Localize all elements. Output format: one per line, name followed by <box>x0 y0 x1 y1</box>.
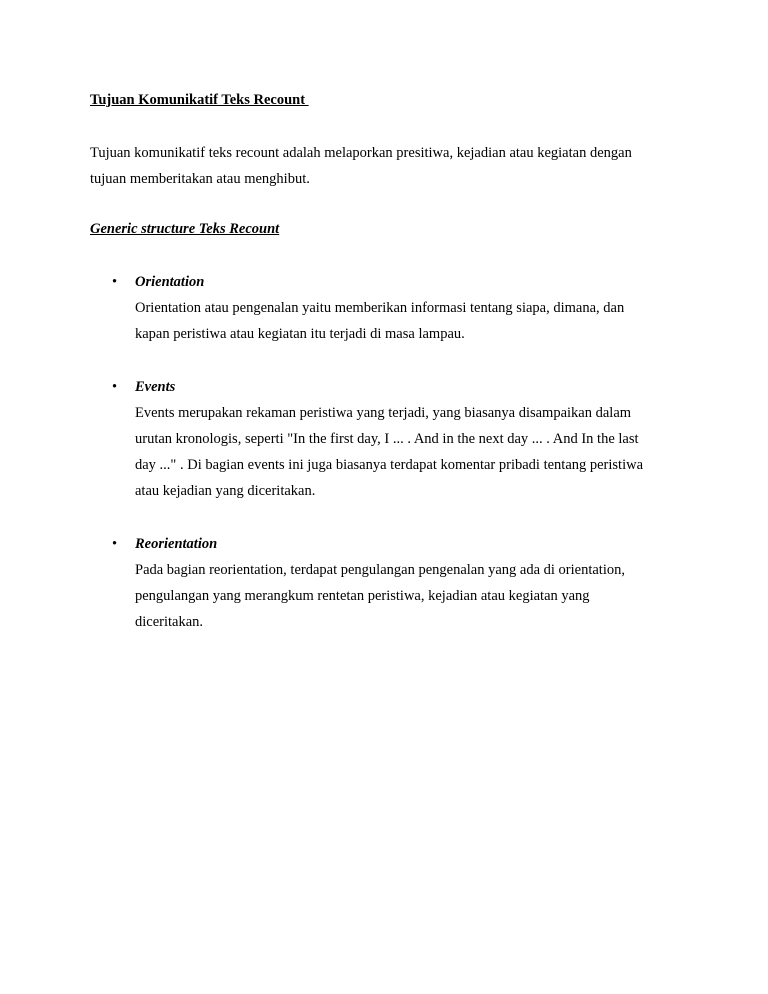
item-heading: Events <box>135 379 176 395</box>
item-body <box>135 295 675 347</box>
item-heading: Orientation <box>135 274 205 290</box>
item-line: diceritakan. <box>135 614 204 630</box>
item-body <box>135 557 675 635</box>
item-line: kapan peristiwa atau kegiatan itu terjadi di masa lampau. <box>135 326 465 342</box>
item-line: Pada bagian reorientation, terdapat pengulangan pengenalan yang ada di orientation, <box>135 562 625 578</box>
item-line: urutan kronologis, seperti "In the first day, I ... . And in the next day ... . And In the last <box>135 431 639 447</box>
item-line: pengulangan yang merangkum rentetan peristiwa, kejadian atau kegiatan yang <box>135 588 590 604</box>
document-title: Tujuan Komunikatif Teks Recount <box>90 92 309 108</box>
item-line: day ..." . Di bagian events ini juga biasanya terdapat komentar pribadi tentang peristiwa <box>135 457 644 473</box>
intro-line: tujuan memberitakan atau menghibut. <box>90 171 310 187</box>
item-heading: Reorientation <box>135 536 218 552</box>
item-line: atau kejadian yang diceritakan. <box>135 483 316 499</box>
item-line: Events merupakan rekaman peristiwa yang terjadi, yang biasanya disampaikan dalam <box>135 405 632 421</box>
section-subtitle: Generic structure Teks Recount <box>90 221 280 237</box>
intro-line: Tujuan komunikatif teks recount adalah melaporkan presitiwa, kejadian atau kegiatan dengan <box>90 145 632 161</box>
bullet-icon: • <box>112 379 118 395</box>
item-body <box>135 400 675 504</box>
intro-paragraph <box>90 140 680 192</box>
item-line: Orientation atau pengenalan yaitu memberikan informasi tentang siapa, dimana, dan <box>135 300 625 316</box>
bullet-icon: • <box>112 274 118 290</box>
bullet-icon: • <box>112 536 118 552</box>
